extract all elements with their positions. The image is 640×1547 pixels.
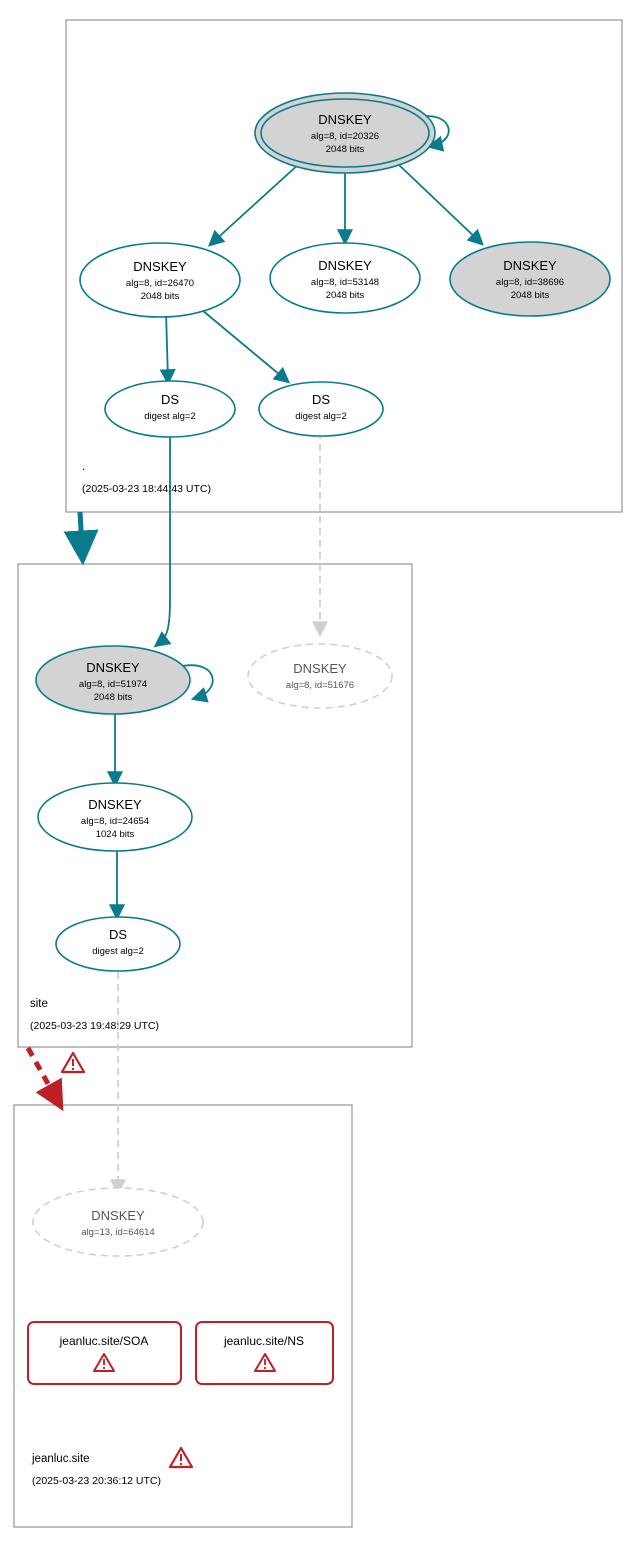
node-line2: alg=8, id=38696 [495, 277, 565, 288]
node-title: DNSKEY [318, 258, 372, 273]
node-title: DS [160, 392, 180, 407]
node-dnskey-20326[interactable] [255, 93, 435, 173]
zone-label-jeanluc: jeanluc.site [32, 1453, 90, 1465]
edge-20326-to-26470 [212, 163, 300, 243]
node-line2: digest alg=2 [92, 946, 144, 957]
node-dnskey-64614[interactable] [33, 1188, 203, 1256]
node-line3: 2048 bits [325, 144, 365, 155]
zone-timestamp-jeanluc: (2025-03-23 20:36:12 UTC) [32, 1475, 161, 1487]
edge-20326-to-38696 [398, 164, 480, 242]
node-line2: alg=8, id=20326 [310, 131, 380, 142]
rrset-jeanluc-ns[interactable] [196, 1322, 333, 1384]
node-title: DS [108, 927, 128, 942]
node-title: DNSKEY [88, 797, 142, 812]
rrset-label: jeanluc.site/SOA [59, 1334, 149, 1348]
node-dnskey-38696[interactable] [450, 242, 610, 316]
node-line3: 1024 bits [95, 829, 135, 840]
node-dnskey-51676[interactable] [248, 644, 392, 708]
node-line2: digest alg=2 [295, 411, 347, 422]
node-title: DNSKEY [86, 660, 140, 675]
warning-triangle-icon-delegation [62, 1053, 84, 1072]
node-line2: digest alg=2 [144, 411, 196, 422]
zone-label-site: site [30, 998, 48, 1010]
rrset-label: jeanluc.site/NS [223, 1334, 305, 1348]
edge-root-to-site-zone [80, 512, 82, 548]
zone-timestamp-root: (2025-03-23 18:44:43 UTC) [82, 483, 211, 495]
node-title: DNSKEY [91, 1208, 145, 1223]
edge-26470-to-ds-left [166, 312, 168, 380]
node-line2: alg=8, id=24654 [80, 816, 150, 827]
node-line3: 2048 bits [325, 290, 365, 301]
node-dnskey-51974[interactable] [36, 646, 190, 714]
node-line3: 2048 bits [510, 290, 550, 301]
node-line2: alg=8, id=26470 [125, 278, 195, 289]
node-ds-root-right[interactable] [259, 382, 383, 436]
node-line2: alg=8, id=51676 [285, 680, 355, 691]
node-title: DNSKEY [503, 258, 557, 273]
node-line3: 2048 bits [93, 692, 133, 703]
node-ds-root-left[interactable] [105, 381, 235, 437]
edge-26470-to-ds-right [202, 310, 286, 380]
node-title: DS [311, 392, 331, 407]
node-dnskey-53148[interactable] [270, 243, 420, 313]
rrset-jeanluc-soa[interactable] [28, 1322, 181, 1384]
node-dnskey-26470[interactable] [80, 243, 240, 317]
node-title: DNSKEY [318, 112, 372, 127]
node-line2: alg=8, id=53148 [310, 277, 380, 288]
node-line2: alg=8, id=51974 [78, 679, 148, 690]
node-title: DNSKEY [293, 661, 347, 676]
warning-triangle-icon-zone [170, 1448, 192, 1467]
node-line2: alg=13, id=64614 [81, 1227, 155, 1238]
node-ds-site[interactable] [56, 917, 180, 971]
node-line3: 2048 bits [140, 291, 180, 302]
zone-label-root: . [82, 461, 86, 473]
node-title: DNSKEY [133, 259, 187, 274]
zone-timestamp-site: (2025-03-23 19:48:29 UTC) [30, 1020, 159, 1032]
edge-ds-to-ksk51974 [158, 432, 170, 644]
edge-site-to-jeanluc-broken [28, 1048, 56, 1098]
node-dnskey-24654[interactable] [38, 783, 192, 851]
